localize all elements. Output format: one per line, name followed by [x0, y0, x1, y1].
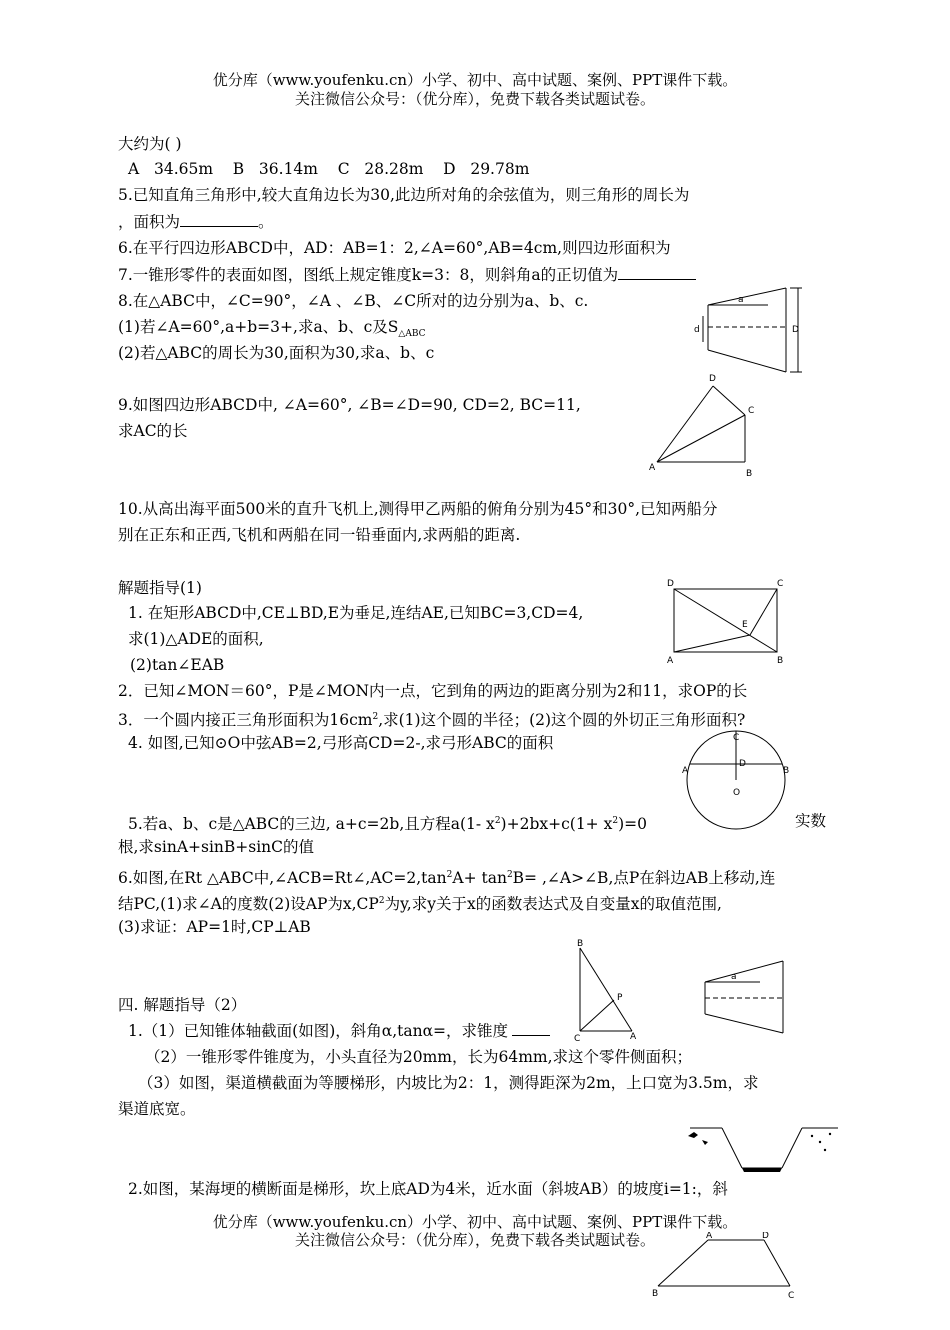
guide1-q5-text-b: )+2bx+c(1+ x: [500, 815, 613, 834]
cone-label-D: D: [792, 325, 799, 335]
guide2-q1-line-1-text: 1.（1）已知锥体轴截面(如图)，斜角α,tanα=，求锥度: [128, 1022, 509, 1040]
q4-tail: 大约为( ): [118, 135, 182, 153]
q6-text: 6.在平行四边形ABCD中，AD：AB=1：2,∠A=60°,AB=4cm,则四边形面积为: [118, 239, 671, 257]
answer-blank: [180, 226, 258, 227]
q5-line-1: 5.已知直角三角形中,较大直角边长为30,此边所对角的余弦值为，则三角形的周长为: [118, 186, 690, 204]
guide1-q6-line-2-a: 结PC,(1)求∠A的度数(2)设AP为x,CP: [118, 895, 379, 914]
answer-blank: [512, 1035, 550, 1036]
guide1-q5-line-2: 根,求sinA+sinB+sinC的值: [118, 838, 315, 856]
circle-label-C: C: [733, 733, 740, 743]
q10-line-2: 别在正东和正西,飞机和两船在同一铅垂面内,求两船的距离.: [118, 526, 521, 544]
guide1-q3-text-b: ,求(1)这个圆的半径；(2)这个圆的外切正三角形面积?: [378, 711, 746, 730]
rect-label-C: C: [777, 579, 784, 589]
rect-label-E: E: [742, 620, 748, 630]
rect-label-D: D: [667, 579, 674, 589]
quad-label-B: B: [746, 469, 753, 479]
q4-options: A 34.65m B 36.14m C 28.28m D 29.78m: [128, 160, 530, 178]
q10-line-1: 10.从高出海平面500米的直升飞机上,测得甲乙两船的俯角分别为45°和30°,已知两船分: [118, 500, 718, 518]
guide2-q2-line-1: 2.如图，某海埂的横断面是梯形，坎上底AD为4米，近水面（斜坡AB）的坡度i=1:，斜: [128, 1180, 728, 1198]
guide1-q2: 2．已知∠MON＝60°，P是∠MON内一点，它到角的两边的距离分别为2和11，求OP的长: [118, 682, 748, 700]
guide1-q6-text-b: A+ tan: [452, 869, 507, 888]
rect-label-A: A: [667, 656, 674, 666]
guide2-q1-line-2: （2）一锥形零件锥度为，小头直径为20mm，长为64mm,求这个零件侧面积；: [145, 1048, 693, 1066]
guide1-q6-text-c: B= ,∠A>∠B,点P在斜边AB上移动,连: [512, 869, 776, 888]
channel-figure: [680, 1120, 840, 1178]
guide1-q1-line-1: 1. 在矩形ABCD中,CE⊥BD,E为垂足,连结AE,已知BC=3,CD=4,: [128, 604, 584, 622]
guide1-q3-text-a: 3．一个圆内接正三角形面积为16cm: [118, 711, 373, 730]
tri-label-P: P: [617, 993, 623, 1003]
q5-line-2-end: 。: [258, 213, 274, 231]
q8-line-2: [118, 317, 426, 344]
guide1-q5-line-1: 5.若a、b、c是△ABC的三边, a+c=2b,且方程a(1- $x^2)+2bx+c(1+ x^2)=0$: [128, 815, 647, 834]
page-footer-line-1: 优分库（www.youfenku.cn）小学、初中、高中试题、案例、PPT课件下载。: [212, 1213, 738, 1231]
tri-label-B: B: [577, 939, 584, 949]
dike-label-C: C: [788, 1291, 795, 1300]
guide1-q3: [118, 707, 745, 730]
answer-blank: [618, 279, 696, 280]
q5-line-2-text: ，面积为: [118, 213, 181, 231]
dike-figure: [650, 1232, 800, 1300]
page-header-line-1: 优分库（www.youfenku.cn）小学、初中、高中试题、案例、PPT课件下载。: [212, 71, 738, 89]
guide1-q1-line-2: 求(1)△ADE的面积,: [128, 630, 264, 648]
guide1-q6-text-a: 6.如图,在Rt △ABC中,∠ACB=Rt∠,AC=2,tan: [118, 869, 447, 888]
guide1-q6-line-2: 结PC,(1)求∠A的度数(2)设AP为$x,CP^2$为y,求y关于x的函数表达式及自变量x的取值范围,: [118, 895, 722, 914]
q8-line-1: 8.在△ABC中，∠C=90°，∠A 、∠B、∠C所对的边分别为a、b、c.: [118, 292, 589, 310]
quadrilateral-figure: [645, 370, 770, 482]
circle-label-D: D: [739, 759, 746, 769]
q9-line-2: 求AC的长: [118, 422, 188, 440]
circle-label-B: B: [783, 766, 790, 776]
guide1-q5-text-a: 5.若a、b、c是△ABC的三边, a+c=2b,且方程a(1- x: [128, 815, 495, 834]
guide2-q1-line-3: （3）如图，渠道横截面为等腰梯形，内坡比为2：1，测得距深为2m，上口宽为3.5m，求: [138, 1074, 759, 1092]
tri-label-C: C: [574, 1034, 581, 1044]
dike-label-B: B: [652, 1289, 659, 1299]
page-footer-line-2: 关注微信公众号：（优分库），免费下载各类试题试卷。: [294, 1231, 655, 1249]
tri-label-A: A: [630, 1032, 637, 1042]
guide1-q1-line-3: (2)tan∠EAB: [130, 656, 225, 674]
cone2-label-a: a: [731, 972, 737, 982]
dike-label-A: A: [706, 1232, 713, 1241]
circle-figure: [678, 728, 798, 838]
guide1-q6-line-2-b: 为y,求y关于x的函数表达式及自变量x的取值范围,: [384, 895, 722, 914]
q8-line-3: (2)若△ABC的周长为30,面积为30,求a、b、c: [118, 344, 435, 362]
circle-label-A: A: [682, 766, 689, 776]
cone-figure-2: [695, 958, 790, 1038]
page-header-line-2: 关注微信公众号：（优分库），免费下载各类试题试卷。: [294, 90, 655, 108]
guide2-q1-line-1: [128, 1021, 550, 1041]
guide1-q6-line-3: (3)求证：AP=1时,CP⊥AB: [118, 918, 311, 936]
guide2-title: 四. 解题指导（2）: [118, 996, 247, 1014]
q7-text: 7.一锥形零件的表面如图，图纸上规定锥度k=3：8，则斜角a的正切值为: [118, 266, 619, 284]
guide1-q5-end: 实数: [795, 812, 827, 830]
circle-label-O: O: [733, 788, 741, 798]
rectangle-figure: [660, 576, 790, 666]
q5-line-2: [118, 212, 274, 232]
guide1-q6-line-1: 6.如图,在Rt △ABC中$,\angle ACB=Rt\angle,AC=2,\tan^2A+ \tan^2B=$ ,∠A>∠B,点P在斜边AB上移动,连: [118, 869, 776, 888]
rect-label-B: B: [777, 656, 784, 666]
guide1-q5-text-c: )=0: [618, 815, 647, 834]
guide1-title: 解题指导(1): [118, 579, 202, 597]
guide2-q1-line-4: 渠道底宽。: [118, 1100, 196, 1118]
quad-label-C: C: [748, 406, 755, 416]
guide1-q3-sup: 2: [372, 712, 379, 722]
guide1-q4: 4. 如图,已知⊙O中弦AB=2,弓形高CD=2-,求弓形ABC的面积: [128, 734, 554, 752]
quad-label-A: A: [649, 463, 656, 473]
cone-label-d: d: [694, 325, 700, 335]
cone-label-a: a: [738, 295, 744, 305]
quad-label-D: D: [709, 374, 716, 384]
q7-line: [118, 265, 696, 285]
dike-label-D: D: [762, 1232, 769, 1241]
q9-line-1: 9.如图四边形ABCD中, ∠A=60°, ∠B=∠D=90, CD=2, BC=11,: [118, 396, 581, 414]
q8-line-2-text: (1)若∠A=60°,a+b=3+,求a、b、c及S: [118, 318, 399, 336]
q8-subscript: △ABC: [398, 329, 426, 340]
right-triangle-figure: [570, 938, 645, 1044]
